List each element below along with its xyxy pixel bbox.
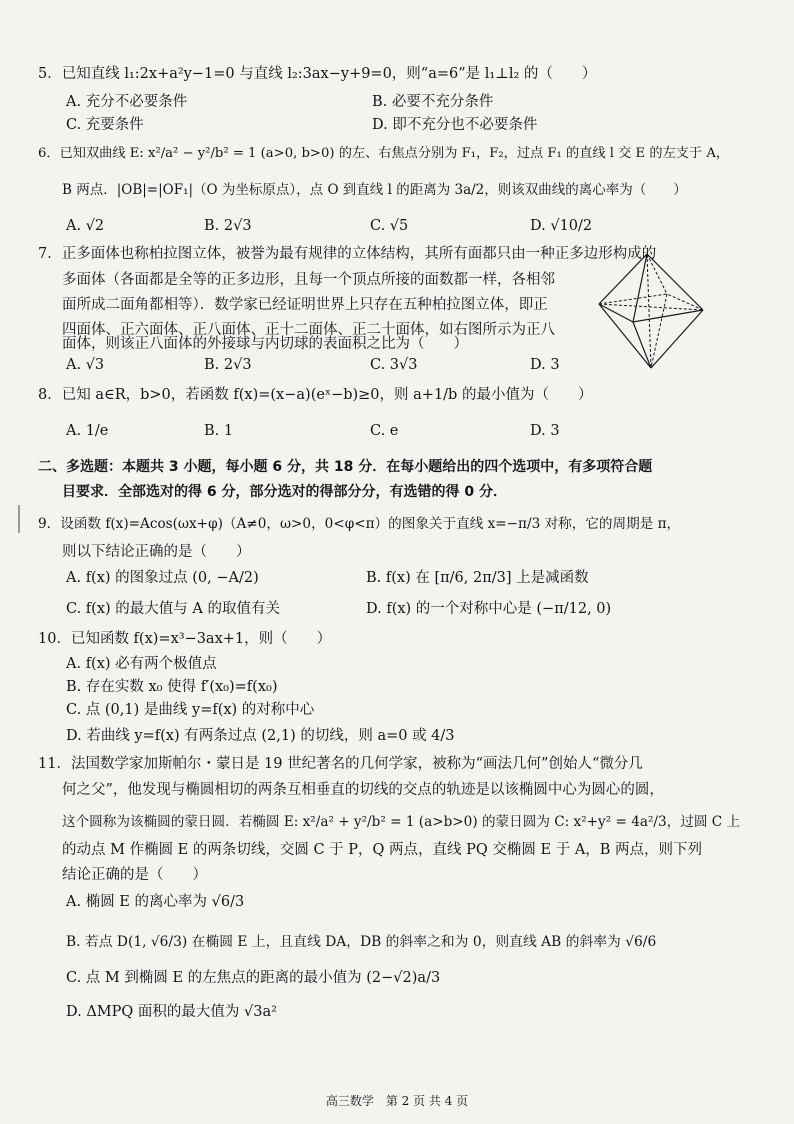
section-2-heading: 二、多选题：本题共 3 小题，每小题 6 分，共 18 分．在每小题给出的四个选项中，有多项符合题 bbox=[38, 459, 653, 475]
q5-option-b: B. 必要不充分条件 bbox=[372, 94, 494, 110]
q10-stem: 10．已知函数 f(x)=x³−3ax+1，则（ ） bbox=[38, 631, 332, 647]
q9-option-d: D. f(x) 的一个对称中心是 (−π/12, 0) bbox=[366, 601, 612, 617]
q7-option-c: C. 3√3 bbox=[370, 357, 418, 373]
q9-option-c: C. f(x) 的最大值与 A 的取值有关 bbox=[66, 601, 280, 617]
q11-line-4: 的动点 M 作椭圆 E 的两条切线，交圆 C 于 P，Q 两点，直线 PQ 交椭圆 E 于 A，B 两点，则下列 bbox=[62, 842, 703, 858]
q10-option-a: A. f(x) 必有两个极值点 bbox=[66, 656, 217, 672]
binding-mark bbox=[18, 505, 20, 533]
q11-option-b: B. 若点 D(1, √6/3) 在椭圆 E 上，且直线 DA，DB 的斜率之和为 0，则直线 AB 的斜率为 √6/6 bbox=[66, 934, 657, 950]
q5-option-a: A. 充分不必要条件 bbox=[66, 94, 188, 110]
q10-option-b: B. 存在实数 x₀ 使得 f′(x₀)=f(x₀) bbox=[66, 679, 278, 695]
q7-option-b: B. 2√3 bbox=[204, 357, 252, 373]
q7-line-2: 多面体（各面都是全等的正多边形，且每一个顶点所接的面数都一样，各相邻 bbox=[62, 272, 555, 288]
q11-line-1: 11．法国数学家加斯帕尔・蒙日是 19 世纪著名的几何学家，被称为“画法几何”创始人“微分几 bbox=[38, 756, 643, 772]
q8-option-a: A. 1/e bbox=[66, 423, 109, 439]
q9-option-a: A. f(x) 的图象过点 (0, −A/2) bbox=[66, 570, 259, 586]
q7-line-5: 面体，则该正八面体的外接球与内切球的表面积之比为（ ） bbox=[62, 336, 468, 352]
q11-option-c: C. 点 M 到椭圆 E 的左焦点的距离的最小值为 (2−√2)a/3 bbox=[66, 970, 441, 986]
q5-option-c: C. 充要条件 bbox=[66, 117, 144, 133]
q10-option-c: C. 点 (0,1) 是曲线 y=f(x) 的对称中心 bbox=[66, 702, 315, 718]
q8-option-c: C. e bbox=[370, 423, 399, 439]
q11-option-d: D. ΔMPQ 面积的最大值为 √3a² bbox=[66, 1004, 277, 1020]
section-2-instructions: 目要求．全部选对的得 6 分，部分选对的得部分分，有选错的得 0 分． bbox=[62, 484, 507, 500]
q8-option-d: D. 3 bbox=[530, 423, 560, 439]
q11-line-2: 何之父”，他发现与椭圆相切的两条互相垂直的切线的交点的轨迹是以该椭圆中心为圆心的圆， bbox=[62, 782, 664, 798]
q11-line-3: 这个圆称为该椭圆的蒙日圆．若椭圆 E: x²/a² + y²/b² = 1 (a>b>0) 的蒙日圆为 C: x²+y² = 4a²/3，过圆 C 上 bbox=[62, 814, 741, 830]
q7-line-3: 面所成二面角都相等）．数学家已经证明世界上只存在五种柏拉图立体，即正 bbox=[62, 297, 548, 313]
q11-line-5: 结论正确的是（ ） bbox=[62, 867, 207, 883]
q6-option-b: B. 2√3 bbox=[204, 218, 252, 234]
q6-option-a: A. √2 bbox=[66, 218, 105, 234]
q11-option-a: A. 椭圆 E 的离心率为 √6/3 bbox=[66, 894, 245, 910]
q7-option-a: A. √3 bbox=[66, 357, 105, 373]
q9-option-b: B. f(x) 在 [π/6, 2π/3] 上是减函数 bbox=[366, 570, 589, 586]
q6-option-d: D. √10/2 bbox=[530, 218, 593, 234]
q7-line-4: 四面体、正六面体、正八面体、正十二面体、正二十面体，如右图所示为正八 bbox=[62, 322, 555, 338]
q10-option-d: D. 若曲线 y=f(x) 有两条过点 (2,1) 的切线，则 a=0 或 4/3 bbox=[66, 728, 455, 744]
q6-line-2: B 两点．|OB|=|OF₁|（O 为坐标原点），点 O 到直线 l 的距离为 3a/2，则该双曲线的离心率为（ ） bbox=[62, 182, 687, 198]
q6-line-1: 6．已知双曲线 E: x²/a² − y²/b² = 1 (a>0, b>0) 的左、右焦点分别为 F₁，F₂，过点 F₁ 的直线 l 交 E 的左支于 A， bbox=[38, 146, 730, 161]
q8-stem: 8．已知 a∈R，b>0，若函数 f(x)=(x−a)(eˣ−b)≥0，则 a+1/b 的最小值为（ ） bbox=[38, 387, 593, 403]
q6-option-c: C. √5 bbox=[370, 218, 409, 234]
q7-line-1: 7．正多面体也称柏拉图立体，被誉为最有规律的立体结构，其所有面都只由一种正多边形构成的 bbox=[38, 246, 657, 262]
q5-option-d: D. 即不充分也不必要条件 bbox=[372, 117, 538, 133]
page-footer: 高三数学 第 2 页 共 4 页 bbox=[325, 1094, 469, 1108]
q9-line-2: 则以下结论正确的是（ ） bbox=[62, 544, 251, 560]
q8-option-b: B. 1 bbox=[204, 423, 234, 439]
q5-stem: 5．已知直线 l₁:2x+a²y−1=0 与直线 l₂:3ax−y+9=0，则“a=6”是 l₁⊥l₂ 的（ ） bbox=[38, 66, 597, 82]
octahedron-figure-icon bbox=[595, 252, 707, 370]
q9-line-1: 9．设函数 f(x)=Acos(ωx+φ)（A≠0，ω>0，0<φ<π）的图象关于直线 x=−π/3 对称，它的周期是 π， bbox=[38, 516, 681, 532]
q7-option-d: D. 3 bbox=[530, 357, 560, 373]
